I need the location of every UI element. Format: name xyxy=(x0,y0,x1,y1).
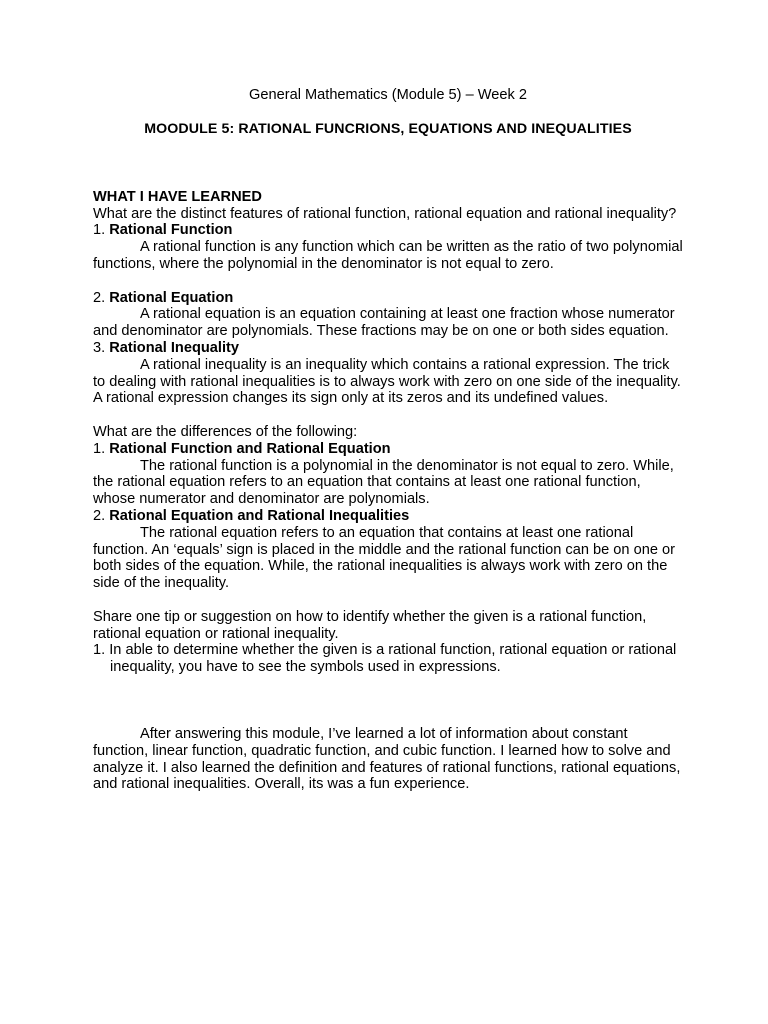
section-heading-learned: WHAT I HAVE LEARNED xyxy=(93,188,262,205)
item-title: Rational Inequality xyxy=(109,339,239,356)
learned-item-2-title xyxy=(93,290,683,307)
item-title: Rational Equation xyxy=(109,289,234,306)
learned-item-1-title xyxy=(93,222,683,239)
difference-item-1-body: The rational function is a polynomial in the denominator is not equal to zero. While, the rational equation refers to an equation that contains at least one rational function, whose numerator and denominator are polynomials. xyxy=(93,457,674,508)
tip-question: Share one tip or suggestion on how to identify whether the given is a rational function, rational equation or rational inequality. xyxy=(93,608,647,642)
spacer xyxy=(93,592,683,609)
difference-item-2-title xyxy=(93,508,683,525)
item-number: 3. xyxy=(93,339,110,356)
course-header: General Mathematics (Module 5) – Week 2 xyxy=(249,87,527,103)
learned-item-3-body: A rational inequality is an inequality which contains a rational expression. The trick to dealing with rational inequalities is to always work with zero on one side of the inequality. A rational expression changes its sign only at its zeros and its undefined values. xyxy=(93,356,681,407)
item-number: 1. xyxy=(93,222,110,239)
module-title: MOODULE 5: RATIONAL FUNCRIONS, EQUATIONS AND INEQUALITIES xyxy=(144,121,632,137)
learned-question: What are the distinct features of rational function, rational equation and rational inequality? xyxy=(93,205,677,222)
learned-item-3-title xyxy=(93,340,683,357)
spacer xyxy=(93,407,683,424)
tip-item-1: 1. In able to determine whether the given is a rational function, rational equation or rational inequality, you have to see the symbols used in expressions. xyxy=(93,642,677,676)
item-number: 2. xyxy=(93,289,110,306)
differences-question: What are the differences of the following: xyxy=(93,423,358,440)
spacer xyxy=(93,676,683,726)
item-title: Rational Function and Rational Equation xyxy=(109,440,391,457)
learned-item-2-body: A rational equation is an equation containing at least one fraction whose numerator and denominator are polynomials. These fractions may be on one or both sides equation. xyxy=(93,306,675,340)
item-number: 1. xyxy=(93,440,110,457)
item-number: 2. xyxy=(93,507,110,524)
document-page xyxy=(93,87,683,793)
item-title: Rational Equation and Rational Inequalities xyxy=(109,507,410,524)
learned-item-1-body: A rational function is any function which can be written as the ratio of two polynomial functions, where the polynomial in the denominator is not equal to zero. xyxy=(93,239,683,272)
difference-item-1-title xyxy=(93,441,683,458)
item-title: Rational Function xyxy=(109,222,233,239)
spacer xyxy=(93,273,683,290)
difference-item-2-body: The rational equation refers to an equation that contains at least one rational function. An ‘equals’ sign is placed in the middle and the rational function can be on one or both sides of the equation. While, the rational inequalities is always work with zero on the side of the inequality. xyxy=(93,524,675,592)
reflection-paragraph: After answering this module, I’ve learned a lot of information about constant function, linear function, quadratic function, and cubic function. I learned how to solve and analyze it. I also learned the definition and features of rational functions, rational equations, and rational inequalities. Overall, its was a fun experience. xyxy=(93,725,681,793)
